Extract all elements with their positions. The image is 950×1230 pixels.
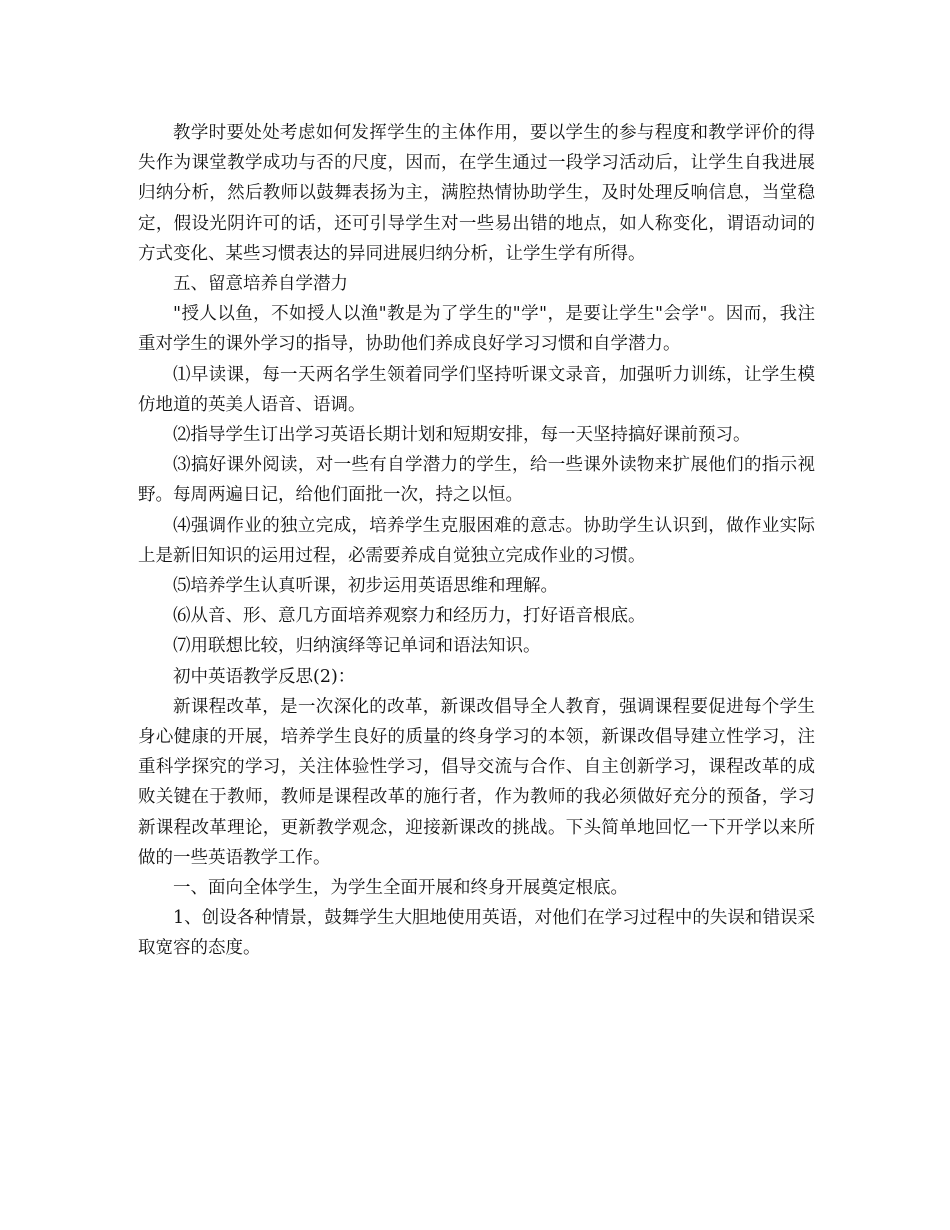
paragraph-teach-to-fish: "授人以鱼，不如授人以渔"教是为了学生的"学"，是要让学生"会学"。因而，我注重对学生的课外学习的指导，协助他们养成良好学习习惯和自学潜力。 bbox=[138, 304, 815, 355]
list-item-observation: ⑹从音、形、意几方面培养观察力和经历力，打好语音根底。 bbox=[173, 606, 646, 627]
paragraph-teaching-subject-role: 教学时要处处考虑如何发挥学生的主体作用，要以学生的参与程度和教学评价的得失作为课堂教学成功与否的尺度，因而，在学生通过一段学习活动后，让学生自我进展归纳分析，然后教师以鼓舞表扬为主，满腔热情协助学生，及时处理反响信息，当堂稳定，假设光阴许可的话，还可引导学生对一些易出错的地点，如人称变化，谓语动词的方式变化、某些习惯表达的异同进展归纳分析，让学生学有所得。 bbox=[138, 123, 815, 264]
document-page bbox=[138, 118, 815, 964]
list-item-study-plan: ⑵指导学生订出学习英语长期计划和短期安排，每一天坚持搞好课前预习。 bbox=[173, 425, 751, 446]
paragraph-curriculum-reform: 新课程改革，是一次深化的改革，新课改倡导全人教育，强调课程要促进每个学生身心健康的开展，培养学生良好的质量的终身学习的本领，新课改倡导建立性学习，注重科学探究的学习，关注体验性学习，倡导交流与合作、自主创新学习，课程改革的成败关键在于教师，教师是课程改革的施行者，作为教师的我必须做好充分的预备，学习新课程改革理论，更新教学观念，迎接新课改的挑战。下头简单地回忆一下开学以来所做的一些英语教学工作。 bbox=[138, 696, 815, 868]
list-item-morning-reading: ⑴早读课，每一天两名学生领着同学们坚持听课文录音，加强听力训练，让学生模仿地道的英美人语音、语调。 bbox=[138, 364, 815, 415]
list-item-vocabulary: ⑺用联想比较，归纳演绎等记单词和语法知识。 bbox=[173, 636, 541, 657]
heading-all-students: 一、面向全体学生，为学生全面开展和终身开展奠定根底。 bbox=[173, 878, 628, 899]
heading-self-study: 五、留意培养自学潜力 bbox=[173, 274, 348, 295]
list-item-homework: ⑷强调作业的独立完成，培养学生克服困难的意志。协助学生认识到，做作业实际上是新旧知识的运用过程，必需要养成自觉独立完成作业的习惯。 bbox=[138, 515, 815, 566]
list-item-create-situations: 1、创设各种情景，鼓舞学生大胆地使用英语，对他们在学习过程中的失误和错误采取宽容的态度。 bbox=[138, 908, 815, 959]
list-item-extra-reading: ⑶搞好课外阅读，对一些有自学潜力的学生，给一些课外读物来扩展他们的指示视野。每周两遍日记，给他们面批一次，持之以恒。 bbox=[138, 455, 815, 506]
section-title-reflection-2: 初中英语教学反思(2)： bbox=[173, 666, 356, 687]
list-item-listening: ⑸培养学生认真听课，初步运用英语思维和理解。 bbox=[173, 576, 558, 597]
